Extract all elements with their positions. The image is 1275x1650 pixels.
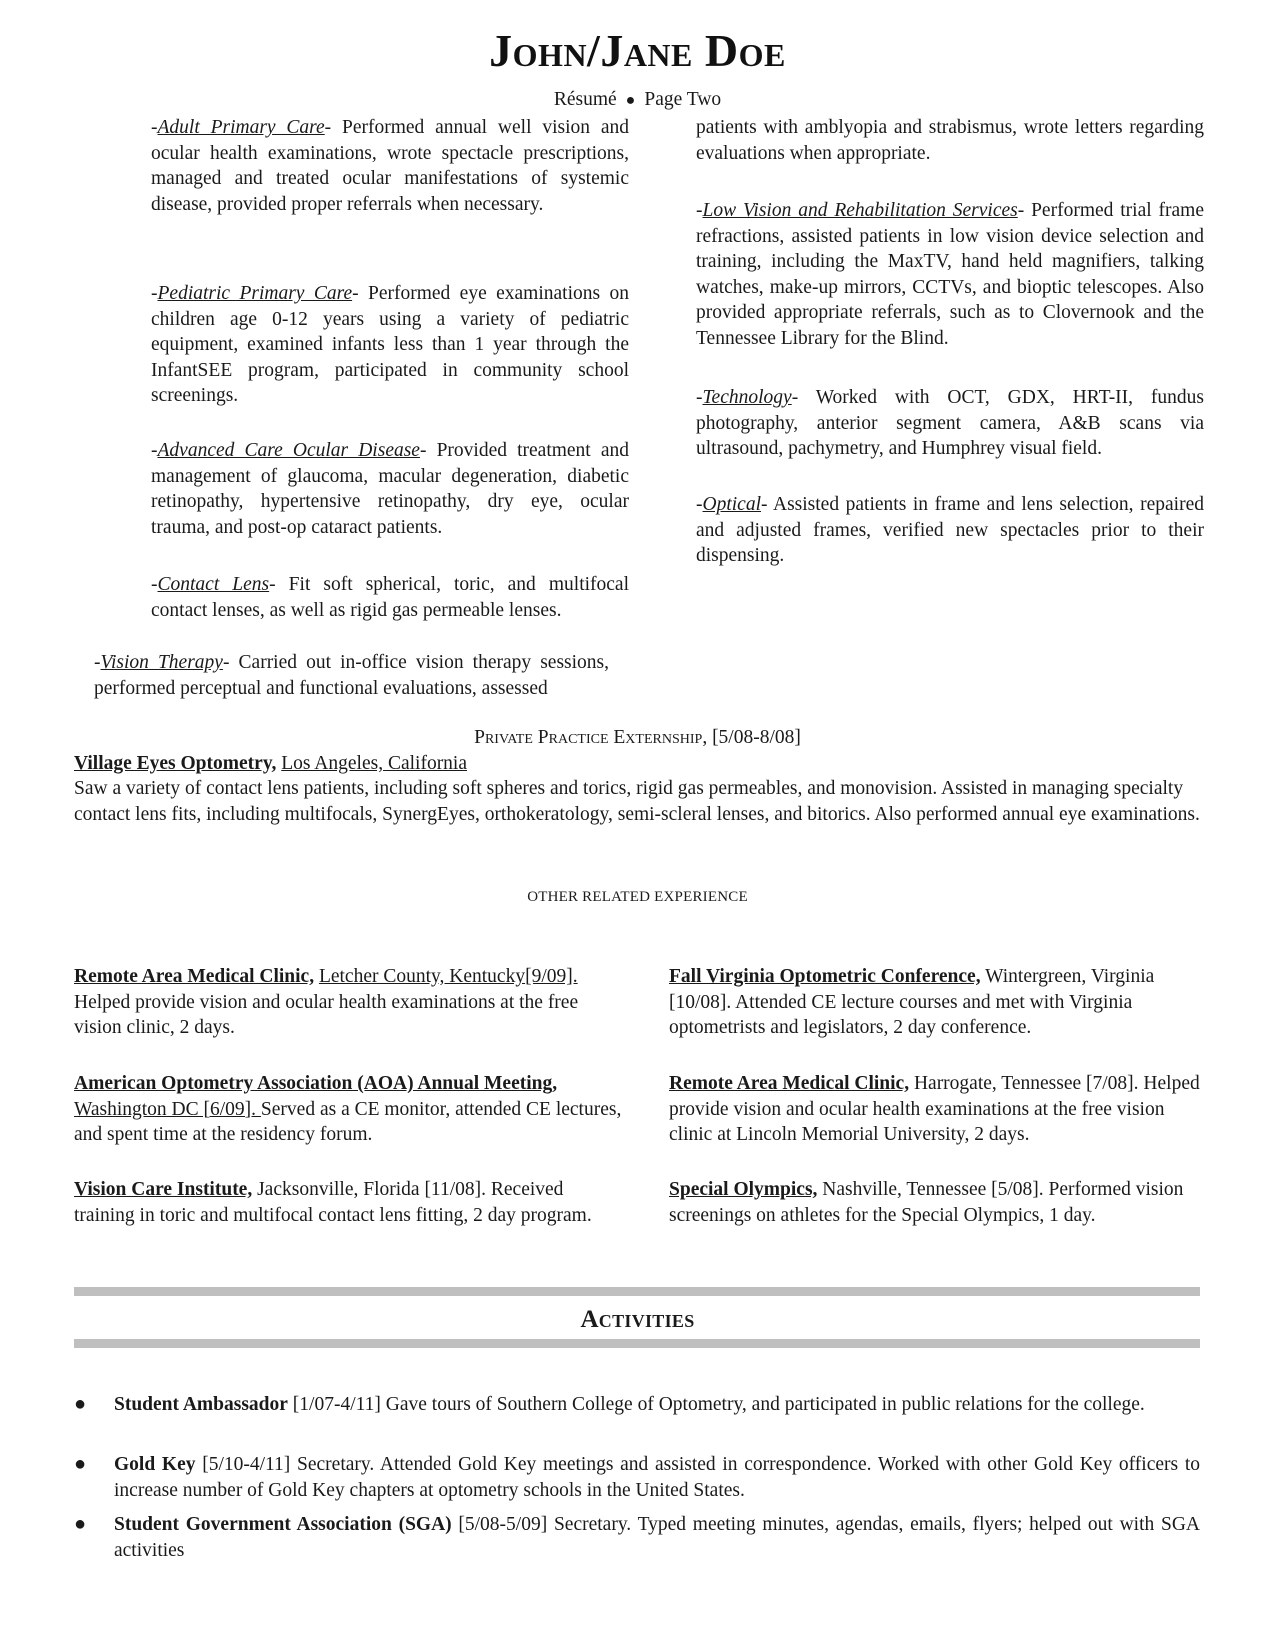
entry-text: - Performed annual well vision and ocular health examinations, wrote spectacle prescriptions, managed and treated ocular manifestations of systemic disease, provided proper referrals when necessary. bbox=[151, 117, 629, 215]
entry-vision-therapy: -Vision Therapy- Carried out in-office vision therapy sessions, performed perceptual and functional evaluations, assessed bbox=[94, 652, 610, 699]
entry-label: Vision Therapy bbox=[100, 652, 223, 673]
experience-org: Vision Care Institute, bbox=[74, 1179, 253, 1200]
entry-label: Low Vision and Rehabilitation Services bbox=[702, 200, 1018, 221]
resume-subheading bbox=[0, 87, 1275, 113]
experience-org: Remote Area Medical Clinic, bbox=[74, 966, 315, 987]
externship-employer bbox=[74, 751, 1204, 777]
entry-pediatric-primary-care: -Pediatric Primary Care- Performed eye examinations on children age 0-12 years using a variety of pediatric equipment, examined infants less than 1 year through the InfantSEE program, participated in community school screenings. bbox=[151, 283, 629, 406]
entry-label: Optical bbox=[702, 494, 761, 515]
entry-advanced-care: -Advanced Care Ocular Disease- Provided treatment and management of glaucoma, macular degeneration, diabetic retinopathy, hypertensive retinopathy, dry eye, ocular trauma, and post-op cataract patients. bbox=[151, 440, 629, 538]
experience-text: Jacksonville, Florida [11/08]. Received training in toric and multifocal contact lens fitting, 2 day program. bbox=[74, 1179, 592, 1226]
entry-text: - Fit soft spherical, toric, and multifocal contact lenses, as well as rigid gas permeable lenses. bbox=[151, 574, 629, 621]
externship-title: Private Practice Externship bbox=[474, 727, 703, 748]
entry-low-vision: -Low Vision and Rehabilitation Services- Performed trial frame refractions, assisted patients in low vision device selection and training, including the MaxTV, hand held magnifiers, talking watches, make-up mirrors, CCTVs, and bioptic telescopes. Also provided appropriate referrals, such as to Clovernook and the Tennessee Library for the Blind. bbox=[696, 200, 1204, 349]
entry-contact-lens: -Contact Lens- Fit soft spherical, toric, and multifocal contact lenses, as well as rigid gas permeable lenses. bbox=[151, 574, 629, 621]
activities-bottom-rule bbox=[74, 1339, 1200, 1348]
experience-ram-kentucky bbox=[74, 964, 626, 1041]
entry-optical: -Optical- Assisted patients in frame and lens selection, repaired and adjusted frames, verified new spectacles prior to their dispensing. bbox=[696, 494, 1204, 566]
experience-special-olympics bbox=[669, 1177, 1204, 1228]
entry-text: - Performed trial frame refractions, assisted patients in low vision device selection and training, including the MaxTV, hand held magnifiers, talking watches, make-up mirrors, CCTVs, and bioptic telescopes. Also provided appropriate referrals, such as to Clovernook and the Tennessee Library for the Blind. bbox=[696, 200, 1204, 349]
experience-text: Helped provide vision and ocular health examinations at the free vision clinic, 2 days. bbox=[74, 991, 579, 1038]
entry-text: - Performed eye examinations on children age 0-12 years using a variety of pediatric equipment, examined infants less than 1 year through the InfantSEE program, participated in community school screenings. bbox=[151, 283, 629, 406]
externship-heading bbox=[0, 725, 1275, 750]
experience-location: Letcher County, Kentucky bbox=[318, 966, 526, 987]
activity-name: Gold Key bbox=[114, 1454, 196, 1475]
experience-aoa bbox=[74, 1071, 626, 1148]
activity-text bbox=[114, 1512, 1200, 1563]
page-label: Page Two bbox=[644, 89, 722, 110]
bullet-icon: ● bbox=[74, 1513, 87, 1535]
entry-label: Adult Primary Care bbox=[157, 117, 325, 138]
experience-text: Harrogate, Tennessee [7/08]. Helped provide vision and ocular health examinations at the free vision clinic at Lincoln Memorial University, 2 days. bbox=[669, 1073, 1200, 1145]
entry-technology: -Technology- Worked with OCT, GDX, HRT-II, fundus photography, anterior segment camera, A&B scans via ultrasound, pachymetry, and Humphrey visual field. bbox=[696, 387, 1204, 459]
activities-heading: Activities bbox=[580, 1306, 695, 1333]
separator-dot: ● bbox=[625, 92, 636, 109]
experience-org: American Optometry Association (AOA) Annual Meeting, bbox=[74, 1073, 558, 1094]
experience-ram-tennessee bbox=[669, 1071, 1204, 1148]
externship-dates: , [5/08-8/08] bbox=[702, 727, 801, 748]
bullet-icon: ● bbox=[74, 1393, 87, 1415]
resume-label: Résumé bbox=[553, 89, 617, 110]
experience-org: Fall Virginia Optometric Conference, bbox=[669, 966, 981, 987]
experience-fall-virginia bbox=[669, 964, 1204, 1041]
activity-detail: [1/07-4/11] Gave tours of Southern College of Optometry, and participated in public relations for the college. bbox=[287, 1394, 1145, 1415]
entry-adult-primary-care: -Adult Primary Care- Performed annual well vision and ocular health examinations, wrote spectacle prescriptions, managed and treated ocular manifestations of systemic disease, provided proper referrals when necessary. bbox=[151, 117, 629, 215]
other-experience-heading: OTHER RELATED EXPERIENCE bbox=[527, 889, 748, 905]
employer-name: Village Eyes Optometry, bbox=[74, 753, 277, 774]
entry-text: - Provided treatment and management of glaucoma, macular degeneration, diabetic retinopathy, hypertensive retinopathy, dry eye, ocular trauma, and post-op cataract patients. bbox=[151, 440, 629, 538]
experience-text: Served as a CE monitor, attended CE lectures, and spent time at the residency forum. bbox=[74, 1098, 622, 1145]
entry-label: Advanced Care Ocular Disease bbox=[157, 440, 420, 461]
experience-vision-care-institute bbox=[74, 1177, 626, 1228]
experience-location: Washington DC [6/09]. bbox=[74, 1098, 261, 1120]
activity-name: Student Government Association (SGA) bbox=[114, 1514, 452, 1535]
entry-label: Pediatric Primary Care bbox=[157, 283, 353, 304]
bullet-icon: ● bbox=[74, 1453, 87, 1475]
experience-org: Remote Area Medical Clinic, bbox=[669, 1073, 910, 1094]
experience-text: Wintergreen, Virginia [10/08]. Attended CE lecture courses and met with Virginia optometrists and legislators, 2 day conference. bbox=[669, 966, 1155, 1038]
entry-label: Contact Lens bbox=[157, 574, 270, 595]
entry-text: - Carried out in-office vision therapy sessions, performed perceptual and functional evaluations, assessed bbox=[94, 652, 610, 699]
activity-name: Student Ambassador bbox=[114, 1394, 288, 1415]
employer-location: Los Angeles, California bbox=[281, 753, 468, 774]
activity-detail: [5/10-4/11] Secretary. Attended Gold Key meetings and assisted in correspondence. Worked with other Gold Key officers to increase number of Gold Key chapters at optometry schools in the United States. bbox=[114, 1454, 1200, 1501]
activities-top-rule bbox=[74, 1287, 1200, 1296]
entry-vision-therapy-continued: patients with amblyopia and strabismus, wrote letters regarding evaluations when appropriate. bbox=[696, 117, 1204, 164]
entry-text: - Assisted patients in frame and lens selection, repaired and adjusted frames, verified new spectacles prior to their dispensing. bbox=[696, 494, 1204, 566]
experience-org: Special Olympics, bbox=[669, 1179, 818, 1200]
experience-date: [9/09]. bbox=[525, 966, 578, 987]
activity-text bbox=[114, 1452, 1200, 1503]
entry-text: - Worked with OCT, GDX, HRT-II, fundus photography, anterior segment camera, A&B scans via ultrasound, pachymetry, and Humphrey visual field. bbox=[696, 387, 1204, 459]
entry-label: Technology bbox=[702, 387, 792, 408]
resume-name: John/Jane Doe bbox=[489, 25, 786, 76]
activity-detail: [5/08-5/09] Secretary. Typed meeting minutes, agendas, emails, flyers; helped out with SGA activities bbox=[114, 1514, 1200, 1561]
externship-description: Saw a variety of contact lens patients, including soft spheres and torics, rigid gas permeables, and monovision. Assisted in managing specialty contact lens fits, including multifocals, SynergEyes, orthokeratology, semi-scleral lenses, and bitorics. Also performed annual eye examinations. bbox=[74, 778, 1200, 825]
experience-text: Nashville, Tennessee [5/08]. Performed vision screenings on athletes for the Special Olympics, 1 day. bbox=[669, 1179, 1184, 1226]
activity-text bbox=[114, 1392, 1200, 1418]
